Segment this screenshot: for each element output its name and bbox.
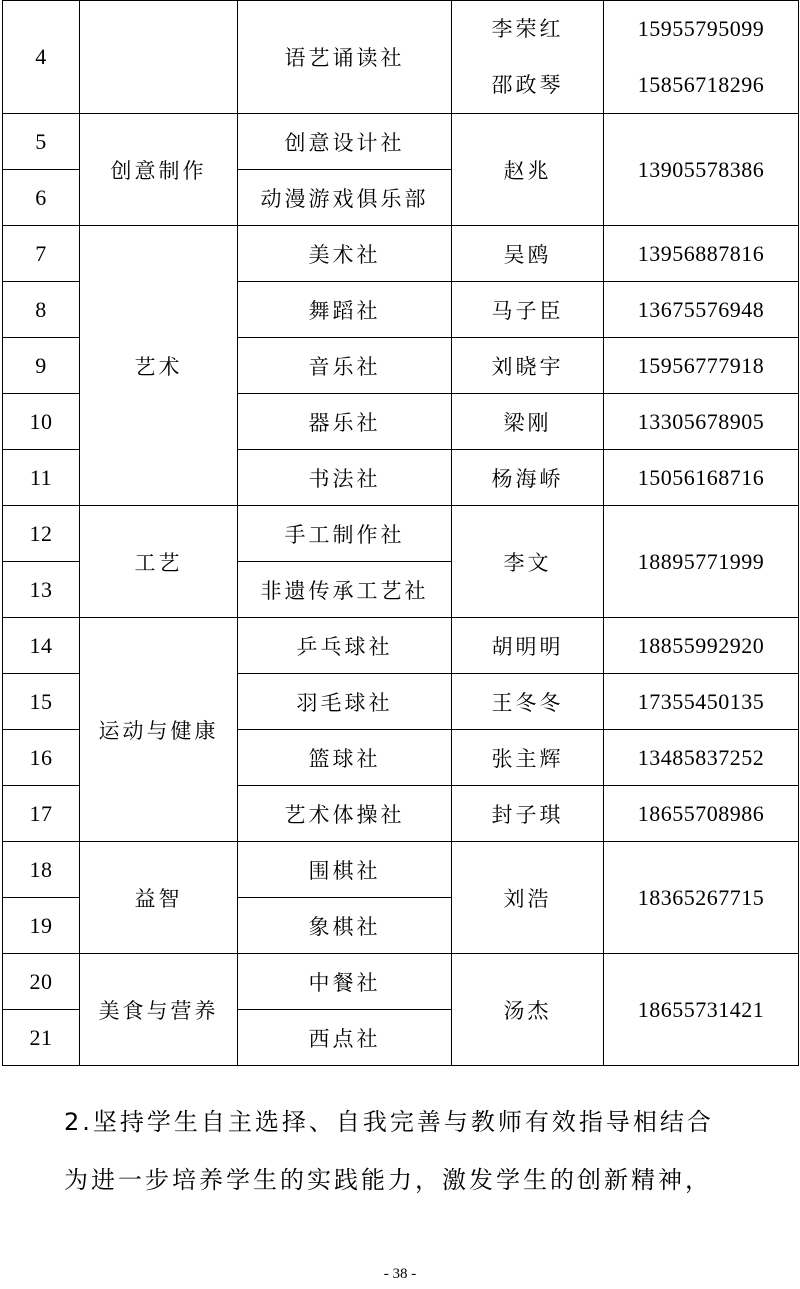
club-name: 美术社 <box>238 226 452 282</box>
phone-number: 13675576948 <box>604 282 799 338</box>
phone-number: 13305678905 <box>604 394 799 450</box>
table-row <box>3 1 799 114</box>
club-name: 非遗传承工艺社 <box>238 562 452 618</box>
row-number: 6 <box>3 170 80 226</box>
row-number: 19 <box>3 898 80 954</box>
row-number: 10 <box>3 394 80 450</box>
phone-number: 18655708986 <box>604 786 799 842</box>
teacher-name: 胡明明 <box>452 618 604 674</box>
club-name: 手工制作社 <box>238 506 452 562</box>
teacher-name: 刘晓宇 <box>452 338 604 394</box>
phone-number: 13956887816 <box>604 226 799 282</box>
phone-number: 15955795099 <box>637 16 765 41</box>
phone-cell <box>604 1 799 114</box>
teacher-name: 张主辉 <box>452 730 604 786</box>
club-name: 器乐社 <box>238 394 452 450</box>
paragraph-line: 2.坚持学生自主选择、自我完善与教师有效指导相结合 <box>64 1108 714 1136</box>
category-cell: 艺术 <box>80 226 238 506</box>
teacher-name: 赵兆 <box>452 114 604 226</box>
category-cell: 工艺 <box>80 506 238 618</box>
teacher-cell <box>452 1 604 114</box>
club-name: 音乐社 <box>238 338 452 394</box>
row-number: 18 <box>3 842 80 898</box>
row-number: 15 <box>3 674 80 730</box>
row-number: 17 <box>3 786 80 842</box>
club-name: 西点社 <box>238 1010 452 1066</box>
club-name: 中餐社 <box>238 954 452 1010</box>
club-name: 象棋社 <box>238 898 452 954</box>
teacher-name: 封子琪 <box>452 786 604 842</box>
teacher-name: 邵政琴 <box>491 73 564 97</box>
teacher-name: 李荣红 <box>491 17 564 41</box>
club-name: 艺术体操社 <box>238 786 452 842</box>
club-name: 创意设计社 <box>238 114 452 170</box>
category-cell: 运动与健康 <box>80 618 238 842</box>
club-name: 语艺诵读社 <box>238 1 452 114</box>
row-number: 14 <box>3 618 80 674</box>
teacher-name: 汤杰 <box>452 954 604 1066</box>
phone-number: 18855992920 <box>604 618 799 674</box>
page-number: - 38 - <box>383 1266 417 1282</box>
category-cell: 益智 <box>80 842 238 954</box>
phone-number: 18365267715 <box>604 842 799 954</box>
table-row <box>3 618 799 674</box>
teacher-name: 刘浩 <box>452 842 604 954</box>
paragraph-line: 为进一步培养学生的实践能力，激发学生的创新精神， <box>64 1166 712 1194</box>
club-name: 动漫游戏俱乐部 <box>238 170 452 226</box>
row-number: 4 <box>3 1 80 114</box>
teacher-name: 王冬冬 <box>452 674 604 730</box>
phone-number: 15956777918 <box>604 338 799 394</box>
phone-number: 13485837252 <box>604 730 799 786</box>
row-number: 11 <box>3 450 80 506</box>
table-row <box>3 226 799 282</box>
phone-number: 18895771999 <box>604 506 799 618</box>
phone-number: 18655731421 <box>604 954 799 1066</box>
club-name: 书法社 <box>238 450 452 506</box>
club-name: 舞蹈社 <box>238 282 452 338</box>
row-number: 8 <box>3 282 80 338</box>
row-number: 12 <box>3 506 80 562</box>
club-name: 乒乓球社 <box>238 618 452 674</box>
category-cell: 创意制作 <box>80 114 238 226</box>
club-name: 羽毛球社 <box>238 674 452 730</box>
table-row <box>3 114 799 170</box>
row-number: 13 <box>3 562 80 618</box>
club-table <box>2 0 799 1066</box>
phone-number: 15056168716 <box>604 450 799 506</box>
row-number: 7 <box>3 226 80 282</box>
table-row <box>3 842 799 898</box>
category-cell <box>80 1 238 114</box>
row-number: 20 <box>3 954 80 1010</box>
teacher-name: 杨海峤 <box>452 450 604 506</box>
teacher-name: 马子臣 <box>452 282 604 338</box>
teacher-name: 梁刚 <box>452 394 604 450</box>
club-name: 篮球社 <box>238 730 452 786</box>
category-cell: 美食与营养 <box>80 954 238 1066</box>
row-number: 16 <box>3 730 80 786</box>
phone-number: 13905578386 <box>604 114 799 226</box>
phone-number: 17355450135 <box>604 674 799 730</box>
row-number: 9 <box>3 338 80 394</box>
teacher-name: 李文 <box>452 506 604 618</box>
row-number: 5 <box>3 114 80 170</box>
table-row <box>3 954 799 1010</box>
phone-number: 15856718296 <box>637 72 765 97</box>
club-name: 围棋社 <box>238 842 452 898</box>
teacher-name: 吴鸥 <box>452 226 604 282</box>
table-row <box>3 506 799 562</box>
row-number: 21 <box>3 1010 80 1066</box>
